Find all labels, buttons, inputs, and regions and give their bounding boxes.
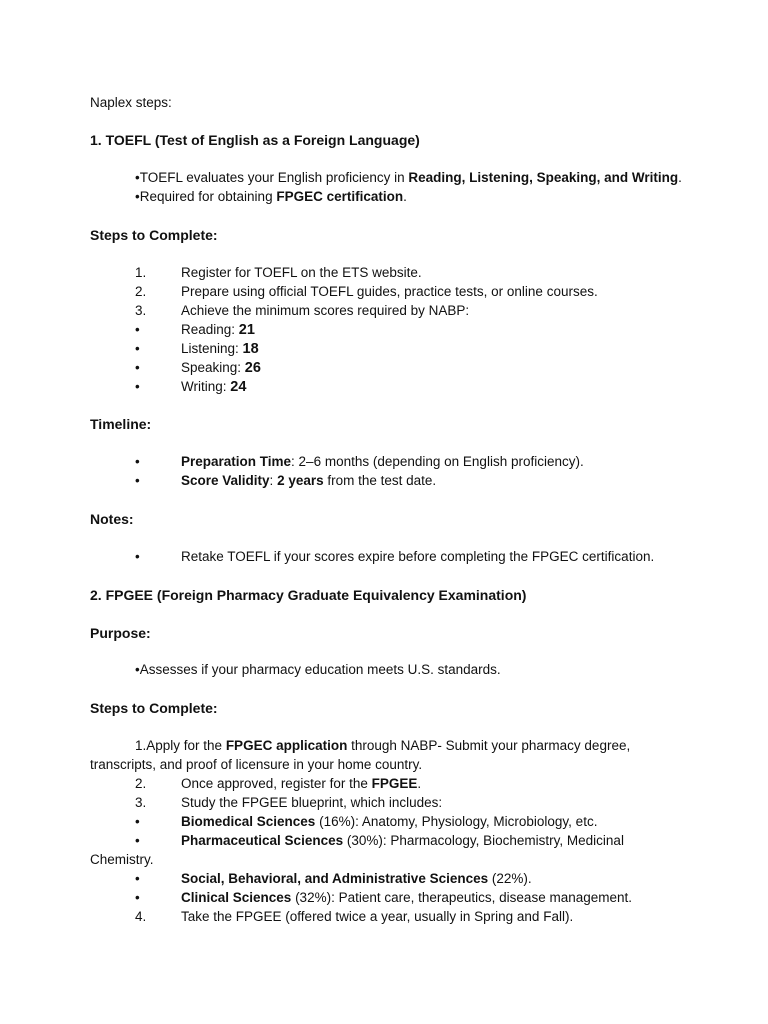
toefl-steps-heading: Steps to Complete: bbox=[90, 227, 218, 243]
notes-heading: Notes: bbox=[90, 511, 134, 527]
fpgee-step-1-continued: transcripts, and proof of licensure in your home country. bbox=[90, 757, 423, 772]
toefl-bullet-1: •TOEFL evaluates your English proficiency in Reading, Listening, Speaking, and Writing. bbox=[135, 170, 682, 185]
fpgee-heading: 2. FPGEE (Foreign Pharmacy Graduate Equivalency Examination) bbox=[90, 587, 527, 603]
toefl-heading: 1. TOEFL (Test of English as a Foreign Language) bbox=[90, 132, 420, 148]
fpgee-step-1: 1.Apply for the FPGEC application through NABP- Submit your pharmacy degree, bbox=[135, 738, 631, 753]
purpose-heading: Purpose: bbox=[90, 625, 151, 641]
purpose-bullet: •Assesses if your pharmacy education meets U.S. standards. bbox=[135, 662, 501, 677]
document-page: Naplex steps: 1. TOEFL (Test of English as a Foreign Language) •TOEFL evaluates your English proficiency in Reading, Listening, Speaking, and Writing. •Required for obtaining FPGEC certification. Steps to Complete: 1. Register for TOEFL on the ETS website. 2. Prepare using official TOEFL guides, practice tests, or online courses. 3. Achieve the minimum scores required by NABP: • Reading: 21 • Listening: 18 • Speaking: 26 • Writing: 24 Timeline: • Preparation Time: 2–6 months (depending on English proficiency). • Score Validity: 2 years from the test date. Notes: • Retake TOEFL if your scores expire before completing the FPGEC certification. 2. FPGEE (Foreign Pharmacy Graduate Equivalency Examination) Purpose: •Assesses if your pharmacy education meets U.S. standards. Steps to Complete: 1.Apply for the FPGEC application through NABP- Submit your pharmacy degree, transcripts, and proof of licensure in your home country. 2. Once approved, register for the FPGEE. 3. Study the FPGEE blueprint, which includes: • Biomedical Sciences (16%): Anatomy, Physiology, Microbiology, etc. • Pharmaceutical Sciences (30%): Pharmacology, Biochemistry, Medicinal Chemistry. • Social, Behavioral, and Administrative Sciences (22%). • Clinical Sciences (32%): Patient care, therapeutics, disease management. 4. Take the FPGEE (offered twice a year, usually in Spring and Fall). bbox=[90, 95, 682, 924]
intro-text: Naplex steps: bbox=[90, 95, 172, 110]
toefl-bullet-2: •Required for obtaining FPGEC certification. bbox=[135, 189, 407, 204]
fpgee-steps-heading: Steps to Complete: bbox=[90, 700, 218, 716]
section-pharmaceutical-continued: Chemistry. bbox=[90, 852, 154, 867]
timeline-heading: Timeline: bbox=[90, 416, 152, 432]
